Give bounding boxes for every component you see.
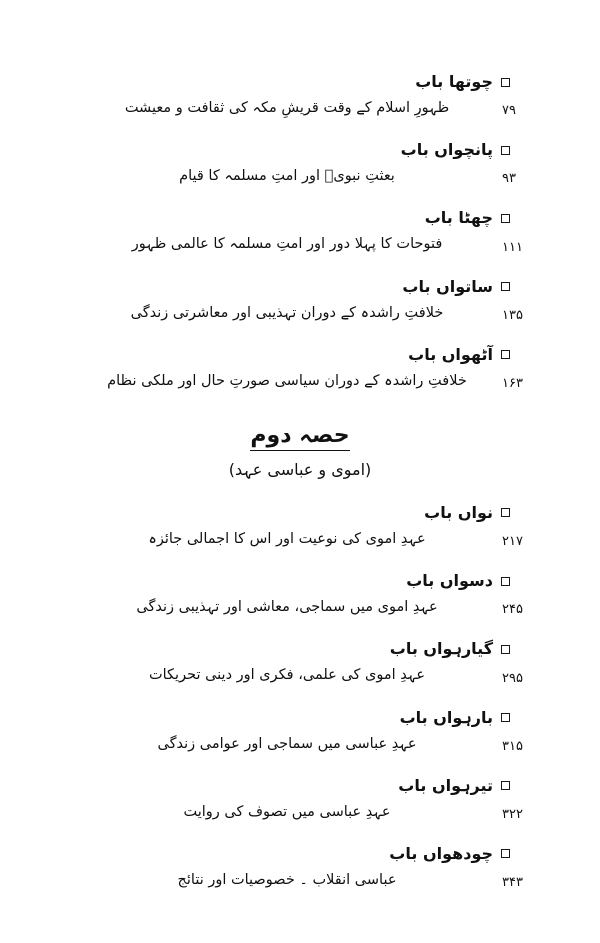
toc-section-part-one <box>38 70 562 393</box>
part-heading <box>38 423 562 479</box>
chapter-label: آٹھواں باب <box>408 344 493 364</box>
toc-entry-body <box>38 97 562 120</box>
square-bullet-icon <box>501 781 510 790</box>
square-bullet-icon <box>501 713 510 722</box>
toc-entry-body <box>38 370 562 393</box>
square-bullet-icon <box>501 508 510 517</box>
square-bullet-icon <box>501 282 510 291</box>
toc-entry-heading <box>38 569 562 593</box>
square-bullet-icon <box>501 78 510 87</box>
toc-entry-heading <box>38 637 562 661</box>
chapter-title: عہدِ عباسی میں سماجی اور عوامی زندگی <box>157 735 417 752</box>
page-number: ۳۱۵ <box>502 738 523 754</box>
chapter-label: چوتھا باب <box>415 72 493 91</box>
toc-entry-heading <box>38 501 562 525</box>
chapter-label: دسواں باب <box>406 571 493 591</box>
page-number: ۱۳۵ <box>502 307 523 323</box>
toc-section-part-two <box>38 501 562 892</box>
toc-entry-body <box>38 801 562 824</box>
toc-entry-body <box>38 165 562 188</box>
chapter-title: فتوحات کا پہلا دور اور امتِ مسلمہ کا عالمی ظہور <box>131 236 443 253</box>
toc-entry-heading <box>38 774 562 798</box>
toc-entry[interactable] <box>38 637 562 687</box>
toc-entry-heading <box>38 138 562 162</box>
chapter-label: تیرہواں باب <box>398 775 493 795</box>
toc-entry-body <box>38 664 562 687</box>
toc-entry[interactable] <box>38 206 562 256</box>
toc-entry-body <box>38 528 562 551</box>
chapter-title: ظہورِ اسلام کے وقت قریشِ مکہ کی ثقافت و معیشت <box>124 100 450 116</box>
chapter-label: گیارہواں باب <box>389 639 493 659</box>
toc-entry-heading <box>38 842 562 866</box>
square-bullet-icon <box>501 577 510 586</box>
chapter-title: عہدِ اموی کی نوعیت اور اس کا اجمالی جائزہ <box>148 530 426 547</box>
chapter-label: چھٹا باب <box>424 208 493 228</box>
toc-entry-body <box>38 233 562 256</box>
toc-entry-heading <box>38 275 562 299</box>
page-number: ۲۴۵ <box>502 602 523 618</box>
part-title: حصہ دوم <box>250 423 349 451</box>
chapter-label: نواں باب <box>424 502 493 522</box>
toc-entry[interactable] <box>38 275 562 325</box>
chapter-title: عباسی انقلاب ۔ خصوصیات اور نتائج <box>177 871 397 888</box>
chapter-title: خلافتِ راشدہ کے دوران سیاسی صورتِ حال اور ملکی نظام <box>107 372 467 389</box>
chapter-title: خلافتِ راشدہ کے دوران تہذیبی اور معاشرتی زندگی <box>130 304 444 321</box>
toc-entry[interactable] <box>38 70 562 120</box>
page-number: ۲۱۷ <box>502 534 523 550</box>
part-subtitle: (اموی و عباسی عہد) <box>228 459 372 479</box>
toc-entry-heading <box>38 343 562 367</box>
page-number: ۲۹۵ <box>502 670 523 686</box>
toc-entry[interactable] <box>38 343 562 393</box>
toc-entry-heading <box>38 706 562 730</box>
square-bullet-icon <box>501 214 510 223</box>
square-bullet-icon <box>501 350 510 359</box>
toc-entry[interactable] <box>38 842 562 892</box>
square-bullet-icon <box>501 849 510 858</box>
page-number: ۳۴۳ <box>502 875 523 891</box>
square-bullet-icon <box>501 146 510 155</box>
toc-entry[interactable] <box>38 501 562 551</box>
toc-entry-body <box>38 596 562 619</box>
toc-entry-heading <box>38 206 562 230</box>
chapter-title: بعثتِ نبویؐ اور امتِ مسلمہ کا قیام <box>179 168 395 185</box>
chapter-label: ساتواں باب <box>402 276 493 296</box>
page-number: ۷۹ <box>502 103 516 119</box>
chapter-label: پانچواں باب <box>400 140 493 160</box>
page-number: ۱۱۱ <box>502 239 523 255</box>
chapter-title: عہدِ اموی کی علمی، فکری اور دینی تحریکات <box>148 667 426 684</box>
chapter-title: عہدِ اموی میں سماجی، معاشی اور تہذیبی زندگی <box>136 599 438 616</box>
square-bullet-icon <box>501 645 510 654</box>
toc-entry[interactable] <box>38 569 562 619</box>
chapter-label: چودھواں باب <box>389 843 493 863</box>
page-number: ۳۲۲ <box>502 806 523 822</box>
toc-entry[interactable] <box>38 774 562 824</box>
toc-entry[interactable] <box>38 138 562 188</box>
chapter-title: عہدِ عباسی میں تصوف کی روایت <box>183 803 391 820</box>
toc-entry-body <box>38 869 562 892</box>
page-number: ۹۳ <box>502 171 516 187</box>
chapter-label: بارہواں باب <box>399 707 493 727</box>
toc-entry[interactable] <box>38 706 562 756</box>
toc-entry-body <box>38 733 562 756</box>
toc-entry-body <box>38 302 562 325</box>
toc-entry-heading <box>38 70 562 94</box>
page-number: ۱۶۳ <box>502 375 523 391</box>
